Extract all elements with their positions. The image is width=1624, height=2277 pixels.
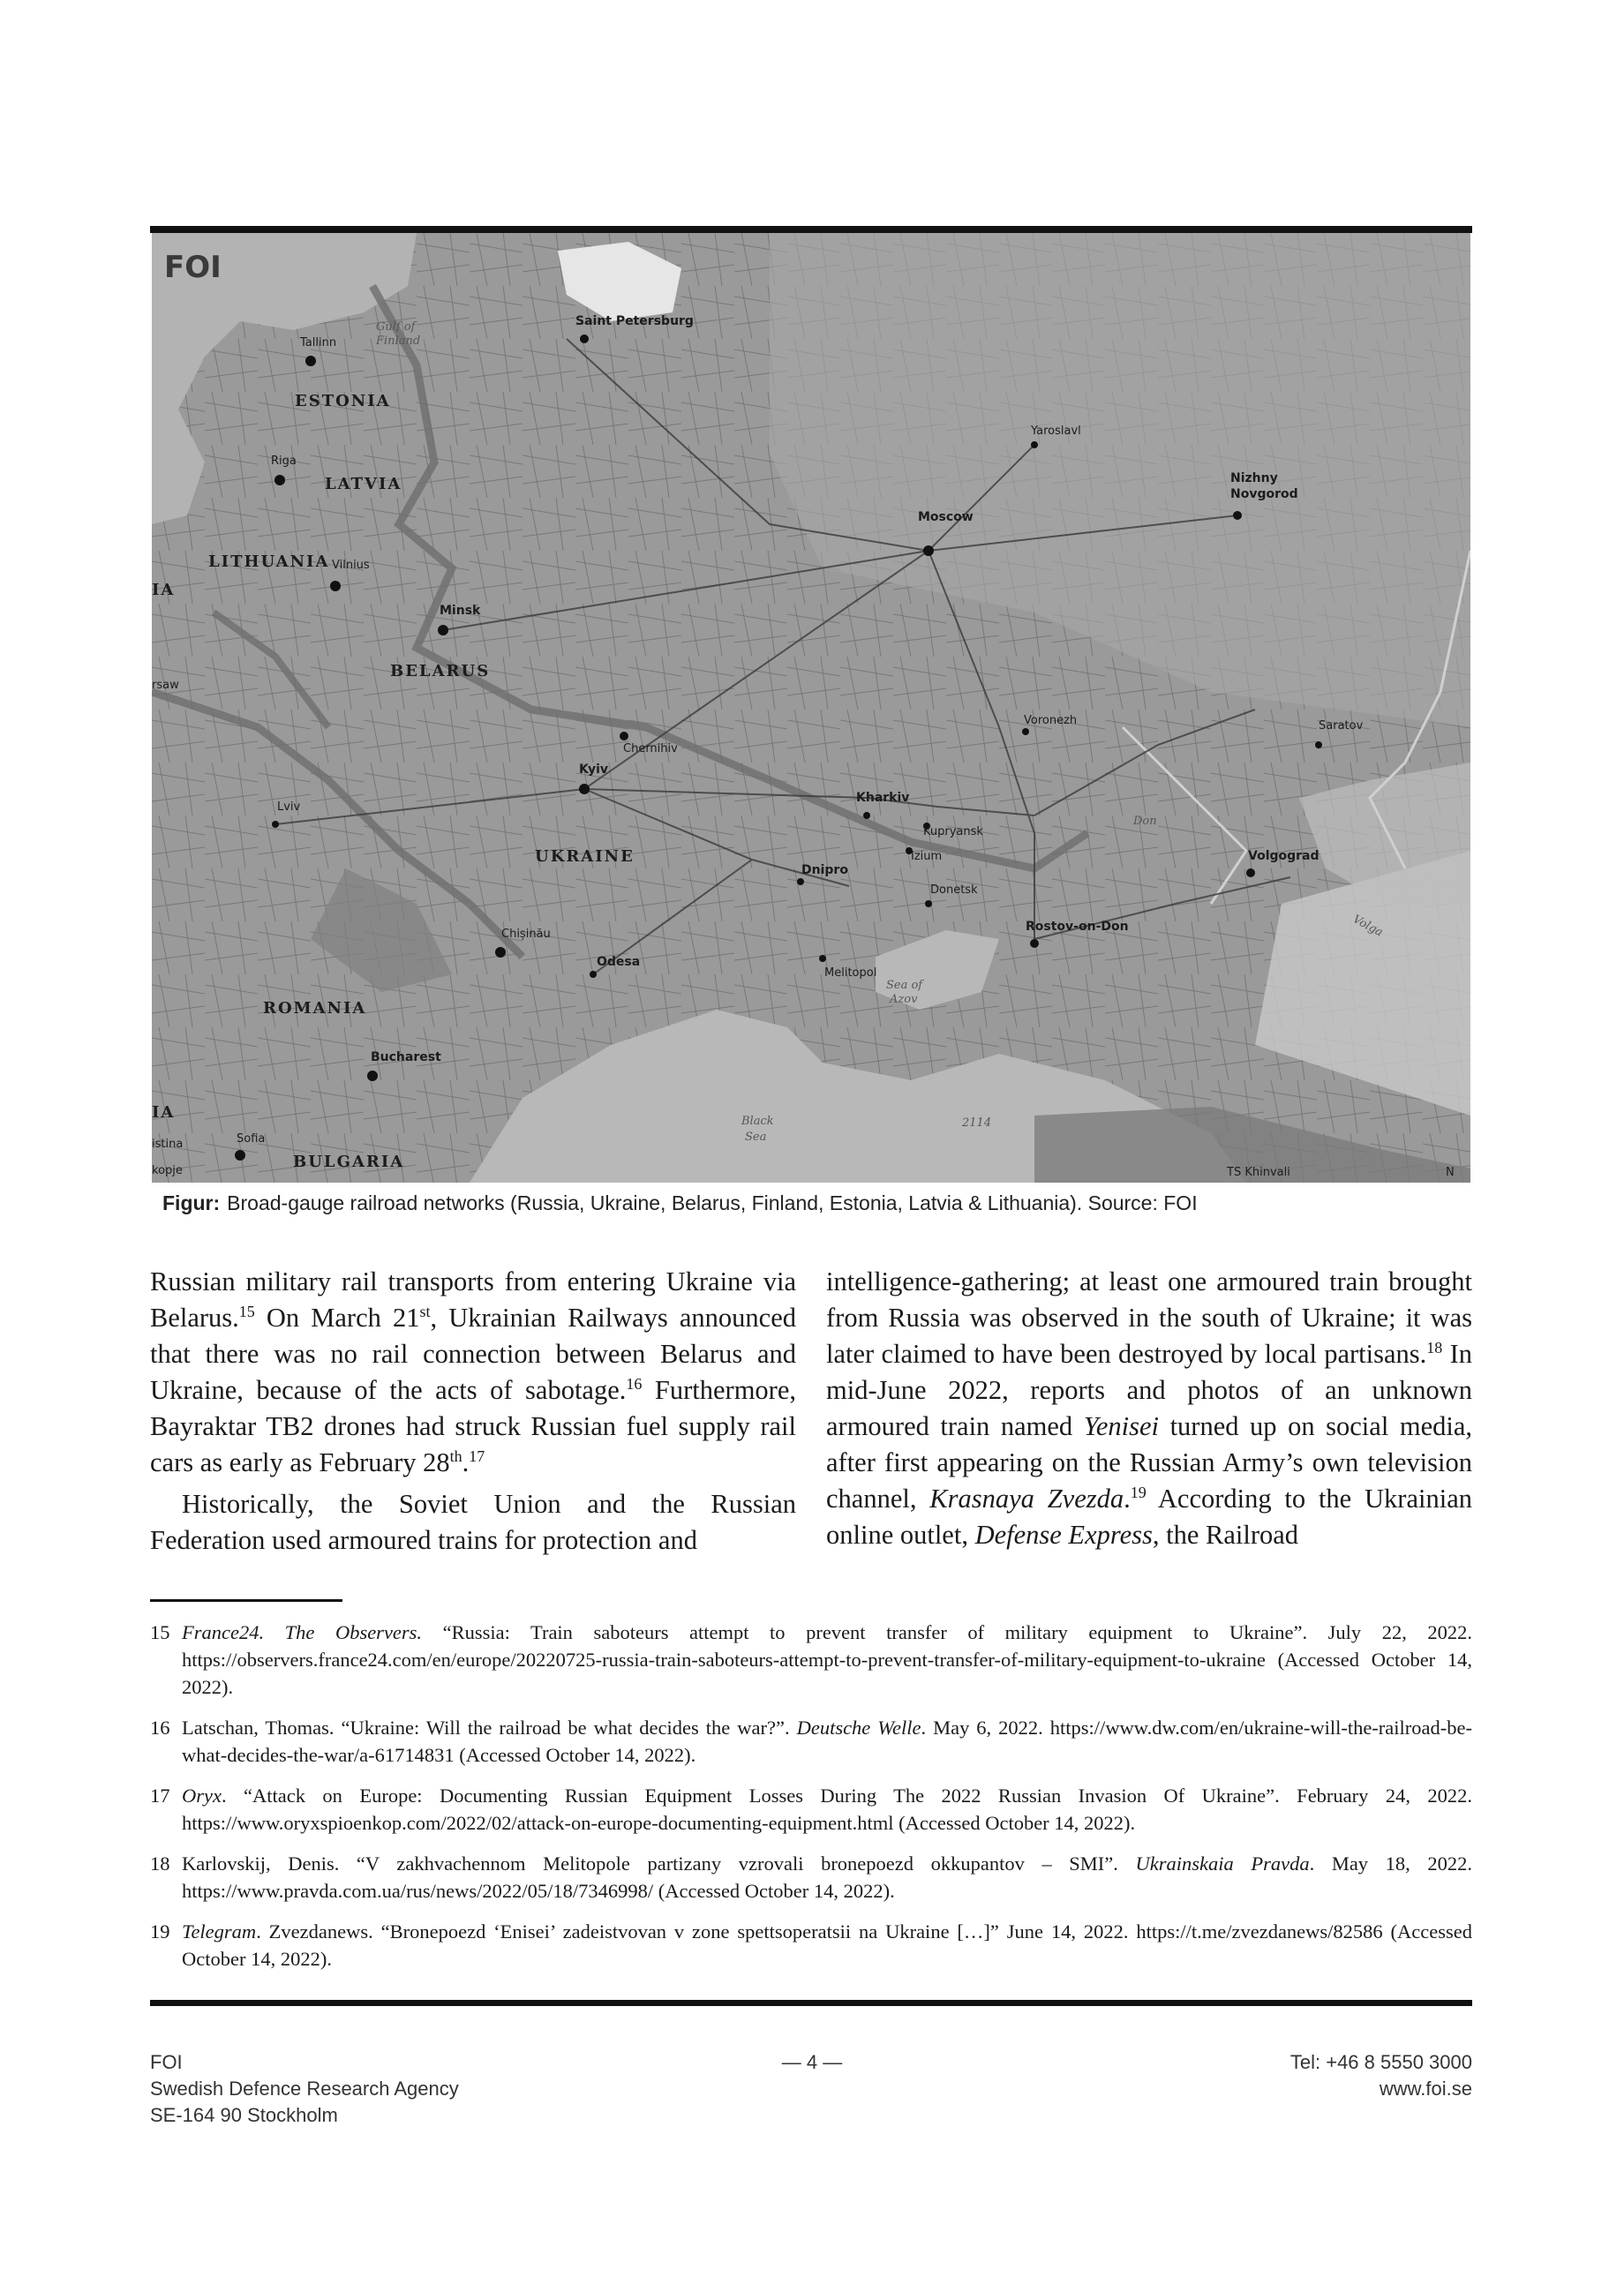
label-minsk: Minsk (440, 604, 481, 618)
footnotes (150, 1619, 1472, 1986)
label-sea-of-azov-2: Azov (890, 993, 918, 1006)
label-ia-edge: IA (152, 581, 176, 599)
label-latvia: LATVIA (325, 475, 402, 493)
footnote-ref-16[interactable]: 16 (626, 1374, 643, 1393)
label-belarus: BELARUS (390, 662, 491, 680)
footnote-16: 16 Latschan, Thomas. “Ukraine: Will the railroad be what decides the war?”. Deutsche Welle. May 6, 2022. https://www.dw.com/en/ukraine-will-the-railroad-be-what-decides-the-war/a-61714831 (Accessed October 14, 2022). (150, 1717, 1472, 1766)
page-number: — 4 — (781, 2051, 843, 2073)
label-sea-of-azov-1: Sea of (886, 979, 923, 992)
label-kharkiv: Kharkiv (856, 791, 910, 805)
label-voronezh: Voronezh (1024, 714, 1078, 727)
caption-text: Broad-gauge railroad networks (Russia, Ukraine, Belarus, Finland, Estonia, Latvia & Lithuania). Source: FOI (227, 1191, 1198, 1214)
label-estonia: ESTONIA (295, 392, 391, 410)
left-column (150, 1264, 796, 1559)
label-gulf-of-finland-2: Finland (376, 334, 421, 348)
label-don: Don (1133, 815, 1157, 828)
label-gulf-of-finland-1: Gulf of (376, 320, 416, 334)
figure-top-rule (150, 226, 1472, 233)
label-bulgaria: BULGARIA (293, 1153, 405, 1171)
label-melitopol: Melitopol (824, 966, 877, 980)
footer-web[interactable]: www.foi.se (1379, 2078, 1472, 2100)
footnote-ref-18[interactable]: 18 (1426, 1338, 1443, 1356)
footer-tel: Tel: +46 8 5550 3000 (1289, 2051, 1472, 2073)
label-volga: Volga (1350, 913, 1386, 940)
label-tallinn: Tallinn (300, 336, 337, 349)
label-donetsk: Donetsk (930, 883, 978, 897)
left-paragraph-1: Russian military rail transports from entering Ukraine via Belarus.$^{15}$ On March 21st, Ukrainian Railways announced that there was no rail connection between Belarus and Ukraine, because of the acts of sabotage.$^{16}$ Furthermore, Bayraktar TB2 drones had struck Russian fuel supply rail cars as early as February 28th.$^{17}$ (150, 1266, 796, 1477)
foi-map-logo: FOI (164, 250, 222, 285)
caption-label: Figur: (162, 1191, 221, 1214)
label-black-sea-1: Black (741, 1115, 774, 1128)
footnote-18: 18 Karlovskij, Denis. “V zakhvachennom Melitopole partizany vzrovali bronepoezd okkupantov – SMI”. Ukrainskaia Pravda. May 18, 2022. https://www.pravda.com.ua/rus/news/2022/05/18/7346998/ (Accessed October 14, 2022). (150, 1852, 1472, 1902)
bottom-rule (150, 2000, 1472, 2006)
label-kopje-edge: kopje (152, 1164, 183, 1177)
map-svg (152, 233, 1470, 1183)
label-ia-edge-2: IA (152, 1103, 176, 1122)
footnote-rule (150, 1599, 342, 1602)
label-saint-petersburg: Saint Petersburg (575, 314, 694, 328)
label-nizhny-2: Novgorod (1230, 487, 1298, 501)
label-izium: Izium (911, 850, 943, 863)
footnote-ref-19[interactable]: 19 (1130, 1483, 1147, 1501)
label-istina-edge: istina (152, 1138, 184, 1151)
footer-contact (1059, 2049, 1472, 2102)
label-romania: ROMANIA (263, 999, 367, 1018)
label-black-sea-2: Sea (745, 1131, 767, 1144)
label-dnipro: Dnipro (801, 863, 848, 877)
footer-street: SE-164 90 Stockholm (150, 2104, 338, 2126)
footer-agency: Swedish Defence Research Agency (150, 2078, 459, 2100)
label-nizhny-1: Nizhny (1230, 471, 1278, 485)
right-paragraph: intelligence-gathering; at least one armoured train brought from Russia was observed in the south of Ukraine; it was later claimed to have been destroyed by local partisans.$^{18}$ In mid-June 2022, reports and photos of an unknown armoured train named Yenisei turned up on social media, after first appearing on the Russian Army’s own television channel, Krasnaya Zvezda.$^{19}$ According to the Ukrainian online outlet, Defense Express, the Railroad (826, 1266, 1472, 1550)
label-tskhinvali: TS Khinvali (1227, 1166, 1290, 1179)
label-riga: Riga (271, 455, 297, 468)
label-chisinau: Chișinău (501, 928, 551, 941)
label-moscow: Moscow (918, 510, 974, 524)
label-yaroslavl: Yaroslavl (1031, 425, 1081, 438)
footnote-17: 17 Oryx. “Attack on Europe: Documenting Russian Equipment Losses During The 2022 Russian Invasion Of Ukraine”. February 24, 2022. https://www.oryxspioenkop.com/2022/02/attack-on-europe-documenting-equipment.html (Accessed October 14, 2022). (150, 1785, 1472, 1834)
label-saw-edge: rsaw (152, 679, 179, 692)
footnote-19: 19 Telegram. Zvezdanews. “Bronepoezd ‘Enisei’ zadeistvovan v zone spettsoperatsii na Ukraine […]” June 14, 2022. https://t.me/zvezdanews/82586 (Accessed October 14, 2022). (150, 1920, 1472, 1970)
label-kupryansk: Kupryansk (923, 825, 983, 838)
label-ukraine: UKRAINE (535, 847, 635, 866)
label-rostov: Rostov-on-Don (1026, 920, 1129, 934)
railroad-map (152, 233, 1470, 1183)
footer-org: FOI (150, 2051, 183, 2073)
label-kyiv: Kyiv (579, 763, 609, 777)
right-column (826, 1264, 1472, 1553)
footnote-ref-15[interactable]: 15 (238, 1302, 255, 1320)
label-odesa: Odesa (597, 955, 641, 969)
label-chernihiv: Chernihiv (623, 742, 678, 755)
label-sofia: Sofia (237, 1132, 266, 1146)
label-saratov: Saratov (1319, 719, 1364, 733)
figure-caption (162, 1191, 1469, 1215)
footnote-ref-17[interactable]: 17 (469, 1447, 485, 1465)
label-lviv: Lviv (277, 800, 301, 814)
label-lithuania: LITHUANIA (208, 552, 330, 571)
label-bucharest: Bucharest (371, 1050, 441, 1064)
label-volgograd: Volgograd (1248, 849, 1320, 863)
footnote-15: 15 France24. The Observers. “Russia: Train saboteurs attempt to prevent transfer of military equipment to Ukraine”. July 22, 2022. https://observers.france24.com/en/europe/20220725-russia-train-saboteurs-attempt-to-prevent-transfer-of-military-equipment-to-ukraine (Accessed October 14, 2022). (150, 1621, 1472, 1698)
label-vilnius: Vilnius (332, 559, 370, 572)
left-paragraph-2: Historically, the Soviet Union and the Russian Federation used armoured trains for protection and (150, 1489, 796, 1555)
label-elevation: 2114 (962, 1116, 992, 1130)
north-arrow: N (1446, 1166, 1455, 1179)
